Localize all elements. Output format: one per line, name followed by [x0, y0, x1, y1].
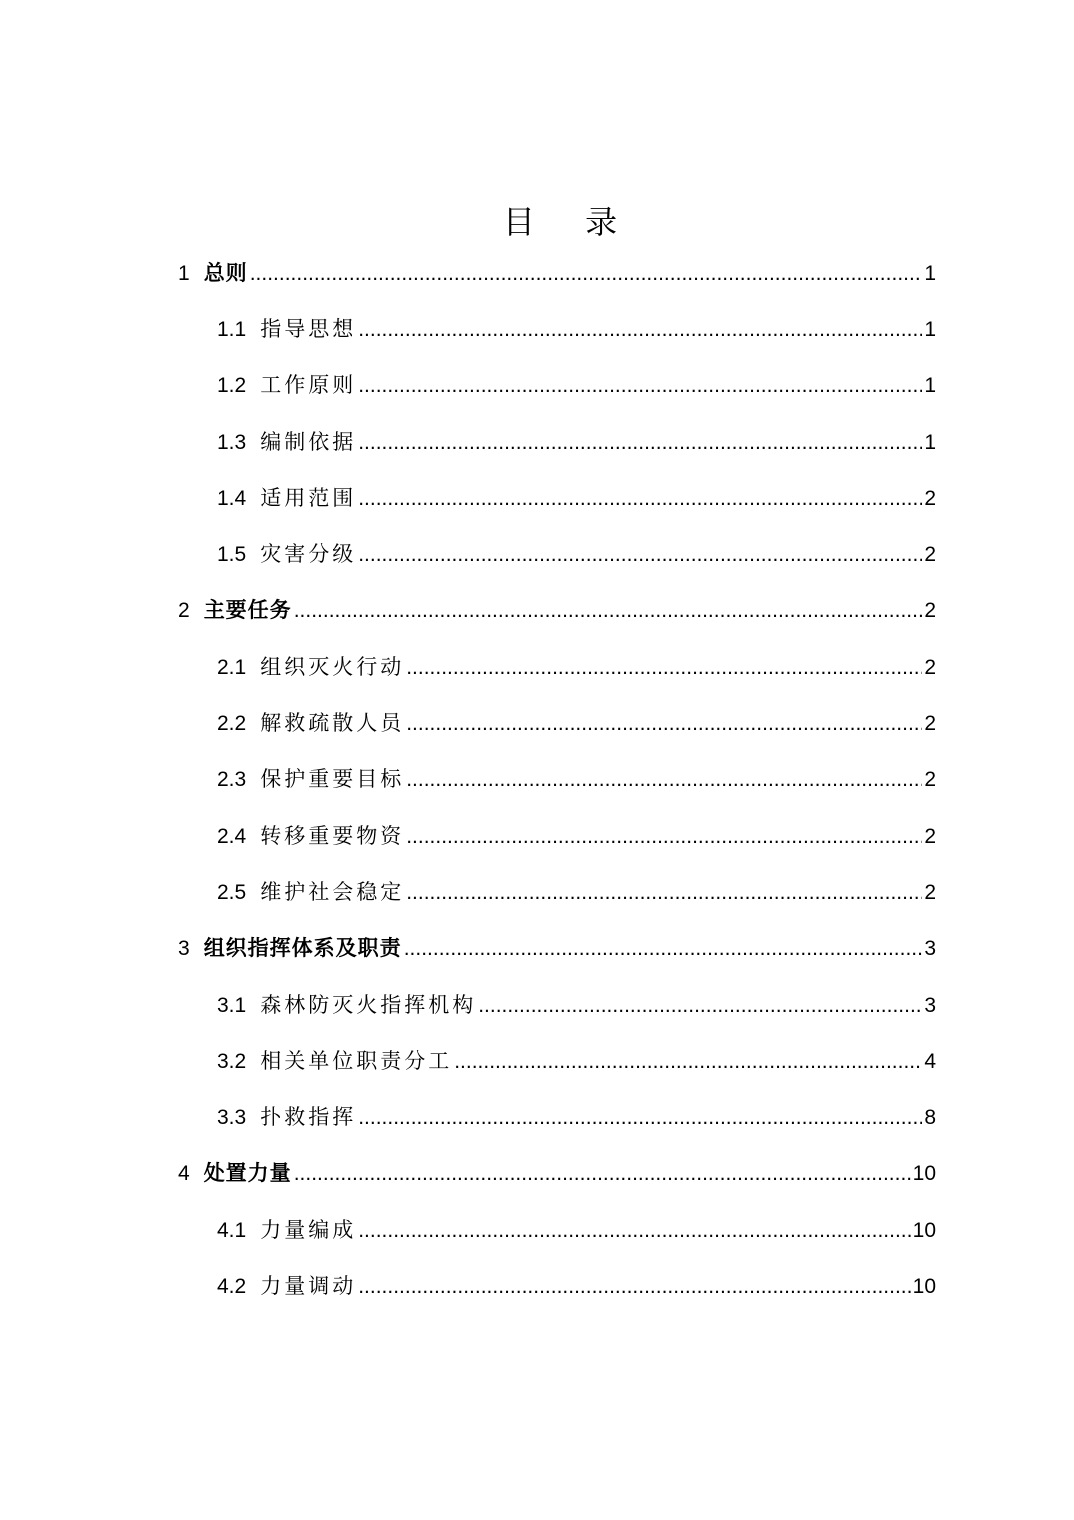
toc-entry-label: 指导思想	[260, 316, 357, 341]
toc-entry-page: 2	[924, 486, 936, 510]
dot-leader	[358, 541, 922, 569]
toc-entry-page: 8	[924, 1106, 936, 1130]
dot-leader	[358, 1217, 910, 1245]
toc-entry-number: 3.2	[217, 1049, 247, 1073]
toc-entry-page: 10	[912, 1274, 936, 1298]
dot-leader	[406, 766, 922, 794]
toc-entry-number: 1.4	[217, 486, 247, 510]
table-of-contents	[0, 245, 1074, 1315]
toc-entry[interactable]	[0, 977, 1074, 1033]
toc-entry-number: 2.5	[217, 880, 247, 904]
toc-entry-number: 4	[178, 1162, 190, 1186]
toc-entry[interactable]	[0, 358, 1074, 414]
toc-entry[interactable]	[0, 808, 1074, 864]
toc-entry-label: 转移重要物资	[260, 823, 405, 848]
dot-leader	[454, 1048, 922, 1076]
dot-leader	[358, 316, 922, 344]
toc-entry-page: 2	[924, 543, 936, 567]
toc-entry-number: 3.1	[217, 993, 247, 1017]
toc-entry-label: 解救疏散人员	[260, 711, 405, 736]
toc-entry[interactable]	[0, 301, 1074, 357]
toc-entry-number: 2.1	[217, 655, 247, 679]
toc-entry-page: 10	[912, 1162, 936, 1186]
toc-entry-page: 2	[924, 599, 936, 623]
toc-entry[interactable]	[0, 921, 1074, 977]
toc-entry-label: 相关单位职责分工	[260, 1048, 453, 1073]
toc-entry[interactable]	[0, 1202, 1074, 1258]
toc-entry[interactable]	[0, 695, 1074, 751]
dot-leader	[358, 372, 922, 400]
toc-entry-number: 1.3	[217, 430, 247, 454]
dot-leader	[406, 710, 922, 738]
dot-leader	[406, 879, 922, 907]
toc-entry-number: 4.2	[217, 1274, 247, 1298]
toc-entry[interactable]	[0, 414, 1074, 470]
toc-entry-number: 1	[178, 261, 190, 285]
dot-leader	[404, 935, 923, 963]
toc-entry-page: 2	[924, 880, 936, 904]
dot-leader	[358, 1273, 910, 1301]
toc-entry[interactable]	[0, 245, 1074, 301]
dot-leader	[358, 485, 922, 513]
toc-entry-label: 组织指挥体系及职责	[203, 936, 402, 961]
toc-entry-label: 总则	[203, 260, 248, 285]
toc-title: 目 录	[502, 203, 638, 241]
toc-entry-label: 保护重要目标	[260, 767, 405, 792]
toc-entry-page: 3	[924, 993, 936, 1017]
toc-entry-label: 灾害分级	[260, 542, 357, 567]
toc-entry[interactable]	[0, 1258, 1074, 1314]
toc-entry-label: 处置力量	[203, 1161, 292, 1186]
dot-leader	[358, 1104, 922, 1132]
toc-entry[interactable]	[0, 639, 1074, 695]
toc-entry-number: 1.2	[217, 374, 247, 398]
toc-entry-label: 主要任务	[203, 598, 292, 623]
toc-entry-number: 1.5	[217, 543, 247, 567]
toc-entry[interactable]	[0, 752, 1074, 808]
toc-entry-page: 2	[924, 768, 936, 792]
toc-entry-page: 10	[912, 1218, 936, 1242]
toc-entry-label: 组织灭火行动	[260, 654, 405, 679]
toc-entry-label: 适用范围	[260, 485, 357, 510]
toc-entry-page: 1	[924, 430, 936, 454]
toc-entry-label: 力量调动	[260, 1273, 357, 1298]
toc-entry[interactable]	[0, 526, 1074, 582]
toc-entry-label: 工作原则	[260, 373, 357, 398]
dot-leader	[294, 597, 923, 625]
toc-entry-page: 1	[924, 317, 936, 341]
toc-entry[interactable]	[0, 1033, 1074, 1089]
toc-entry-label: 森林防灭火指挥机构	[260, 992, 477, 1017]
toc-entry[interactable]	[0, 1146, 1074, 1202]
dot-leader	[358, 429, 922, 457]
dot-leader	[478, 992, 922, 1020]
toc-entry[interactable]	[0, 1089, 1074, 1145]
dot-leader	[406, 823, 922, 851]
toc-entry-page: 2	[924, 655, 936, 679]
toc-entry-label: 编制依据	[260, 429, 357, 454]
toc-entry-label: 维护社会稳定	[260, 879, 405, 904]
toc-entry-number: 2.3	[217, 768, 247, 792]
toc-entry-page: 2	[924, 712, 936, 736]
dot-leader	[250, 260, 923, 288]
dot-leader	[406, 654, 922, 682]
toc-entry-number: 1.1	[217, 317, 247, 341]
toc-entry-page: 4	[924, 1049, 936, 1073]
toc-entry-number: 2	[178, 599, 190, 623]
toc-entry-number: 4.1	[217, 1218, 247, 1242]
toc-entry-label: 扑救指挥	[260, 1105, 357, 1130]
toc-entry-number: 2.4	[217, 824, 247, 848]
toc-entry-page: 3	[924, 937, 936, 961]
dot-leader	[294, 1160, 911, 1188]
toc-entry-label: 力量编成	[260, 1217, 357, 1242]
toc-entry[interactable]	[0, 864, 1074, 920]
toc-entry-page: 2	[924, 824, 936, 848]
toc-entry-number: 2.2	[217, 712, 247, 736]
toc-entry-page: 1	[924, 261, 936, 285]
toc-entry[interactable]	[0, 470, 1074, 526]
toc-entry-number: 3	[178, 937, 190, 961]
toc-entry-number: 3.3	[217, 1106, 247, 1130]
toc-entry-page: 1	[924, 374, 936, 398]
toc-entry[interactable]	[0, 583, 1074, 639]
